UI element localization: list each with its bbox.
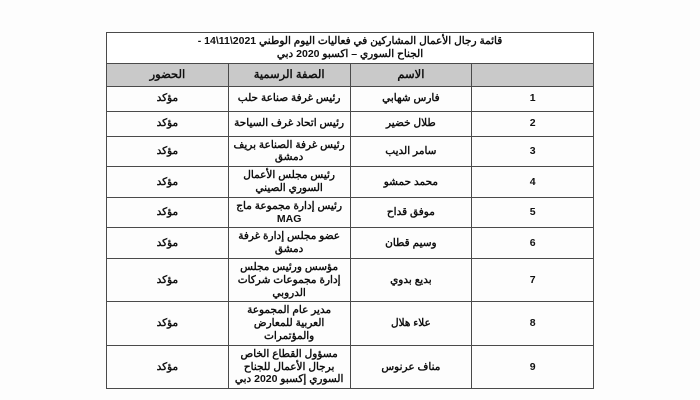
participants-table <box>106 32 594 389</box>
table-row <box>107 167 594 198</box>
row-role: رئيس اتحاد غرف السياحة <box>228 111 350 136</box>
row-number: 8 <box>472 302 594 345</box>
row-number: 7 <box>472 258 594 301</box>
title-line-1: قائمة رجال الأعمال المشاركين في فعاليات اليوم الوطني 2021\11\14 - <box>197 35 503 47</box>
table-row <box>107 258 594 301</box>
table-row <box>107 345 594 388</box>
table-row <box>107 111 594 136</box>
table-row <box>107 86 594 111</box>
row-role: مؤسس ورئيس مجلس إدارة مجموعات شركات الدروبي <box>228 258 350 301</box>
row-role: عضو مجلس إدارة غرفة دمشق <box>228 228 350 259</box>
document-title <box>107 33 594 64</box>
row-attendance: مؤكد <box>107 136 229 167</box>
row-attendance: مؤكد <box>107 86 229 111</box>
row-name: فارس شهابي <box>350 86 472 111</box>
row-attendance: مؤكد <box>107 111 229 136</box>
row-number: 6 <box>472 228 594 259</box>
row-number: 2 <box>472 111 594 136</box>
row-number: 5 <box>472 197 594 228</box>
row-role: مسؤول القطاع الخاص برجال الأعمال للجناح السوري إكسبو 2020 دبي <box>228 345 350 388</box>
column-header-role: الصفة الرسمية <box>228 63 350 86</box>
table-body <box>107 33 594 389</box>
table-row <box>107 302 594 345</box>
row-attendance: مؤكد <box>107 197 229 228</box>
row-role: رئيس غرفة صناعة حلب <box>228 86 350 111</box>
row-number: 3 <box>472 136 594 167</box>
row-attendance: مؤكد <box>107 167 229 198</box>
row-number: 9 <box>472 345 594 388</box>
row-attendance: مؤكد <box>107 228 229 259</box>
document-body <box>106 32 594 389</box>
row-role: مدير عام المجموعة العربية للمعارض والمؤتمرات <box>228 302 350 345</box>
row-name: سامر الديب <box>350 136 472 167</box>
row-role: رئيس غرفة الصناعة بريف دمشق <box>228 136 350 167</box>
row-name: وسيم قطان <box>350 228 472 259</box>
table-row <box>107 136 594 167</box>
row-attendance: مؤكد <box>107 258 229 301</box>
table-row <box>107 197 594 228</box>
row-name: مناف عرنوس <box>350 345 472 388</box>
row-attendance: مؤكد <box>107 345 229 388</box>
table-row <box>107 228 594 259</box>
table-header-row <box>107 63 594 86</box>
row-number: 4 <box>472 167 594 198</box>
row-name: بديع بدوي <box>350 258 472 301</box>
row-name: محمد حمشو <box>350 167 472 198</box>
row-name: طلال خضير <box>350 111 472 136</box>
row-number: 1 <box>472 86 594 111</box>
column-header-number <box>472 63 594 86</box>
row-role: رئيس مجلس الأعمال السوري الصيني <box>228 167 350 198</box>
row-name: علاء هلال <box>350 302 472 345</box>
title-row <box>107 33 594 64</box>
row-name: موفق قداح <box>350 197 472 228</box>
row-role: رئيس إدارة مجموعة ماج MAG <box>228 197 350 228</box>
title-line-2: الجناح السوري – اكسبو 2020 دبي <box>276 47 424 60</box>
column-header-name: الاسم <box>350 63 472 86</box>
column-header-attendance: الحضور <box>107 63 229 86</box>
row-attendance: مؤكد <box>107 302 229 345</box>
